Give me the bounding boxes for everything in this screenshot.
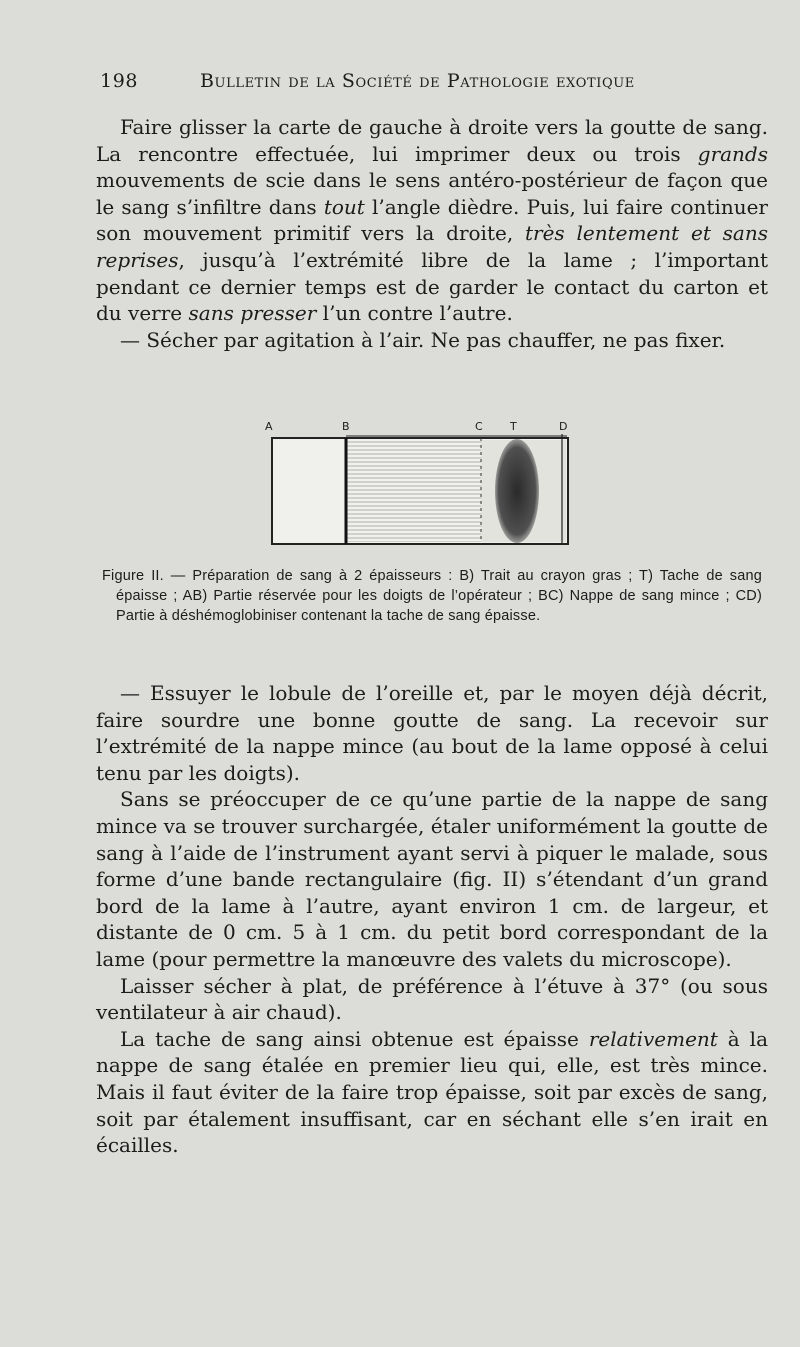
- italic-text: tout: [323, 194, 365, 219]
- figure-label-d: D: [559, 420, 568, 433]
- italic-text: sans presser: [188, 301, 317, 326]
- figure-label-b: B: [342, 420, 350, 433]
- text-run: , jusqu’à l’extrémité libre de la lame ; l’important pendant ce dernier temps est de garder le contact du carton et du verre: [96, 247, 768, 326]
- text-run: l’un contre l’autre.: [316, 301, 513, 326]
- figure-ii: [262, 420, 572, 550]
- text-run: l’angle dièdre. Puis, lui faire continuer son mouvement primitif vers la droite,: [96, 194, 768, 246]
- text-run: Laisser sécher à plat, de préférence à l’étuve à 37° (ou sous ventilateur à air chaud).: [96, 973, 768, 1025]
- italic-text: relativement: [588, 1026, 718, 1051]
- figure-label-t: T: [510, 420, 517, 433]
- slide-diagram: [262, 420, 572, 550]
- text-run: mouvements de scie dans le sens antéro-postérieur de façon que le sang s’infiltre dans: [96, 168, 768, 219]
- text-run: Sans se préoccuper de ce qu’une partie de la nappe de sang mince va se trouver surchargée, étaler uniformément la goutte de sang à l’aide de l’instrument ayant servi à piquer le malade, sous forme d’une bande rectangulaire (fig. II) s’étendant d’un grand bord de la lame à l’autre, ayant environ 1 cm. de largeur, et distante de 0 cm. 5 à 1 cm. du petit bord correspondant de la lame (pour permettre la manœuvre des valets du microscope).: [96, 787, 769, 971]
- body-text-top: [96, 114, 768, 353]
- text-run: Faire glisser la carte de gauche à droite vers la goutte de sang. La rencontre effectuée, lui imprimer deux ou trois: [96, 115, 768, 166]
- figure-caption: [102, 566, 762, 626]
- running-title: Bulletin de la Société de Pathologie exotique: [200, 70, 635, 92]
- thin-blood-film: [346, 440, 481, 542]
- page-header: [100, 70, 700, 96]
- text-run: — Sécher par agitation à l’air. Ne pas chauffer, ne pas fixer.: [120, 327, 726, 352]
- body-text-bottom: [96, 680, 768, 1159]
- thick-blood-spot: [495, 439, 539, 543]
- text-run: — Essuyer le lobule de l’oreille et, par le moyen déjà décrit, faire sourdre une bonne goutte de sang. La recevoir sur l’extrémité de la nappe mince (au bout de la lame opposé à celui tenu par les doigts).: [96, 681, 768, 785]
- figure-caption-text: Figure II. — Préparation de sang à 2 épaisseurs : B) Trait au crayon gras ; T) Tache de sang épaisse ; AB) Partie réservée pour les doigts de l’opérateur ; BC) Nappe de sang mince ; CD) Partie à déshémoglobiniser contenant la tache de sang épaisse.: [102, 568, 762, 624]
- page-number: 198: [100, 70, 139, 92]
- paragraph: [96, 1026, 768, 1159]
- italic-text: grands: [697, 141, 768, 166]
- paragraph: [96, 114, 768, 327]
- italic-text: très lentement et sans reprises: [96, 221, 768, 272]
- figure-label-a: A: [265, 420, 273, 433]
- paragraph: [96, 327, 768, 354]
- text-run: La tache de sang ainsi obtenue est épaisse: [120, 1026, 589, 1051]
- paragraph: [96, 973, 768, 1026]
- paragraph: [96, 786, 768, 972]
- paragraph: [96, 680, 768, 786]
- figure-label-c: C: [475, 420, 483, 433]
- text-run: à la nappe de sang étalée en premier lieu qui, elle, est très mince. Mais il faut éviter de la faire trop épaisse, soit par excès de sang, soit par étalement insuffisant, car en séchant elle s’en irait en écailles.: [96, 1026, 768, 1158]
